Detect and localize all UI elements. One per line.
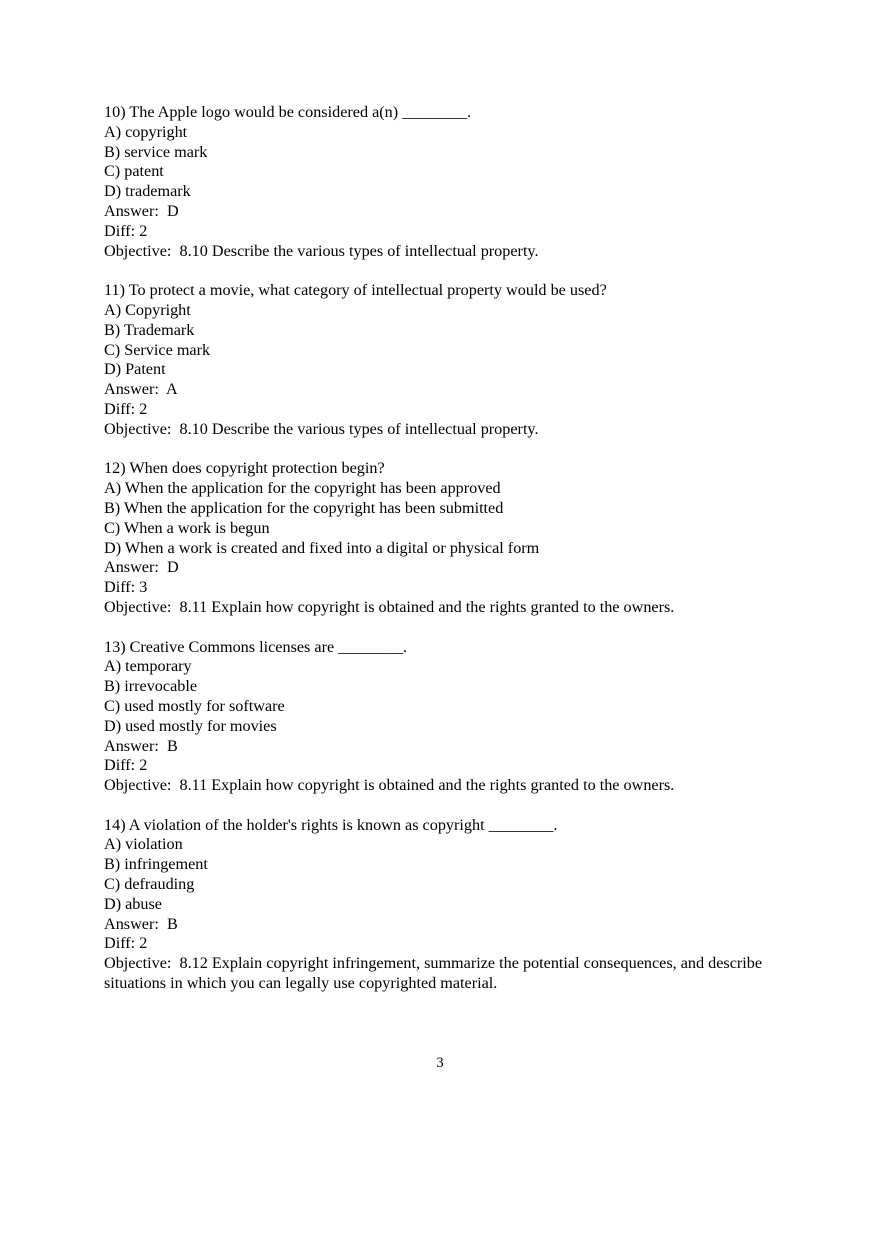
page-number: 3 bbox=[436, 1055, 444, 1071]
question-stem: 13) Creative Commons licenses are ________. bbox=[104, 637, 408, 656]
answer-line: Answer: A bbox=[104, 380, 178, 399]
difficulty-line: Diff: 2 bbox=[104, 934, 148, 953]
option-d: D) abuse bbox=[104, 894, 162, 913]
question-stem: 12) When does copyright protection begin? bbox=[104, 459, 385, 478]
option-a: A) When the application for the copyright has been approved bbox=[104, 479, 501, 498]
question-11 bbox=[104, 281, 784, 439]
objective-line: Objective: 8.10 Describe the various types of intellectual property. bbox=[104, 419, 539, 438]
option-a: A) Copyright bbox=[104, 300, 191, 319]
question-10 bbox=[104, 103, 784, 261]
option-a: A) violation bbox=[104, 835, 183, 854]
objective-line: Objective: 8.10 Describe the various types of intellectual property. bbox=[104, 241, 539, 260]
difficulty-line: Diff: 3 bbox=[104, 578, 148, 597]
question-14 bbox=[104, 816, 784, 994]
objective-line: Objective: 8.12 Explain copyright infringement, summarize the potential consequences, and describe situations in which you can legally use copyrighted material. bbox=[104, 954, 767, 993]
question-stem: 14) A violation of the holder's rights is known as copyright ________. bbox=[104, 815, 558, 834]
option-c: C) Service mark bbox=[104, 340, 211, 359]
option-c: C) defrauding bbox=[104, 875, 195, 894]
question-13 bbox=[104, 638, 784, 796]
option-b: B) infringement bbox=[104, 855, 208, 874]
option-d: D) used mostly for movies bbox=[104, 716, 277, 735]
question-12 bbox=[104, 459, 784, 617]
question-stem: 11) To protect a movie, what category of intellectual property would be used? bbox=[104, 281, 607, 300]
objective-line: Objective: 8.11 Explain how copyright is obtained and the rights granted to the owners. bbox=[104, 776, 675, 795]
option-b: B) Trademark bbox=[104, 320, 195, 339]
option-b: B) service mark bbox=[104, 142, 208, 161]
option-a: A) temporary bbox=[104, 657, 192, 676]
option-a: A) copyright bbox=[104, 122, 188, 141]
option-c: C) used mostly for software bbox=[104, 696, 285, 715]
option-c: C) patent bbox=[104, 162, 164, 181]
difficulty-line: Diff: 2 bbox=[104, 221, 148, 240]
option-d: D) When a work is created and fixed into a digital or physical form bbox=[104, 538, 540, 557]
objective-line: Objective: 8.11 Explain how copyright is obtained and the rights granted to the owners. bbox=[104, 597, 675, 616]
answer-line: Answer: D bbox=[104, 201, 179, 220]
question-list bbox=[104, 103, 784, 1014]
option-c: C) When a work is begun bbox=[104, 518, 270, 537]
difficulty-line: Diff: 2 bbox=[104, 399, 148, 418]
option-b: B) irrevocable bbox=[104, 677, 198, 696]
difficulty-line: Diff: 2 bbox=[104, 756, 148, 775]
option-b: B) When the application for the copyright has been submitted bbox=[104, 498, 504, 517]
answer-line: Answer: B bbox=[104, 914, 178, 933]
question-stem: 10) The Apple logo would be considered a(n) ________. bbox=[104, 103, 471, 121]
answer-line: Answer: B bbox=[104, 736, 178, 755]
option-d: D) trademark bbox=[104, 182, 191, 201]
answer-line: Answer: D bbox=[104, 558, 179, 577]
option-d: D) Patent bbox=[104, 360, 166, 379]
